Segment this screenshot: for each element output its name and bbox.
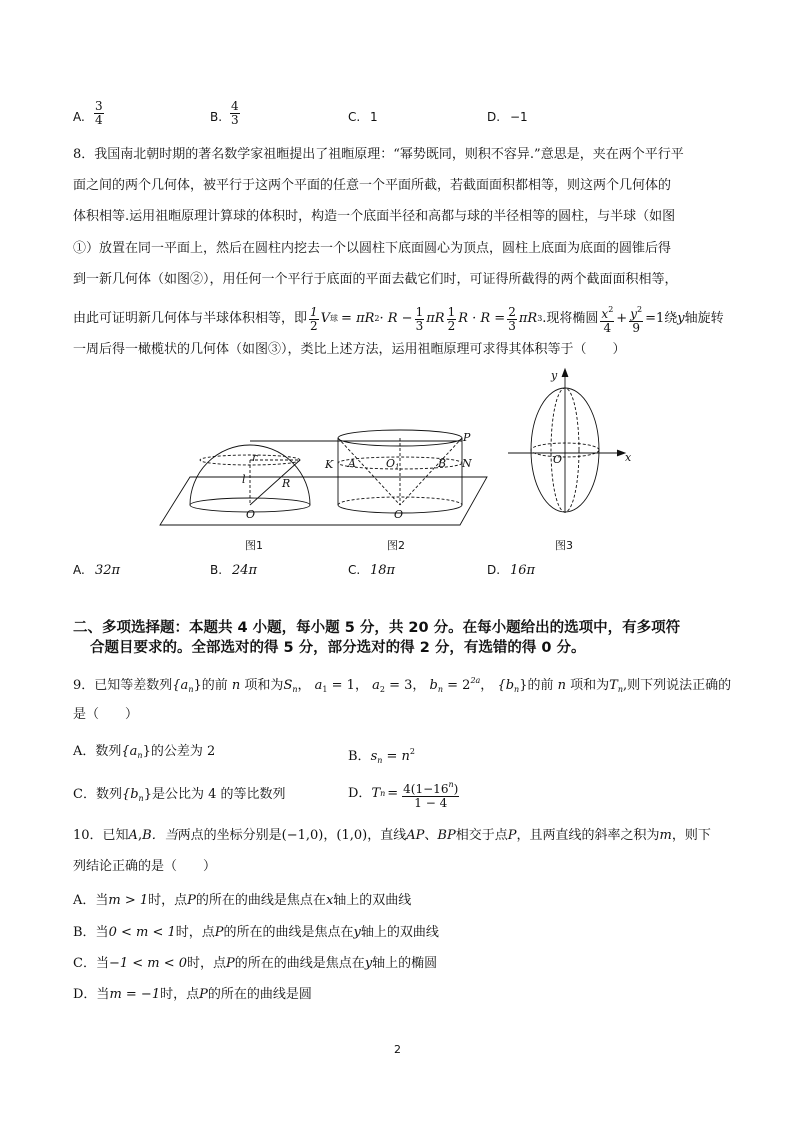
q10-option-a <box>73 892 411 910</box>
q8-option-d-value: 16π <box>510 563 536 578</box>
q8-line-7: 一周后得一橄榄状的几何体（如图③），类比上述方法，运用祖暅原理可求得其体积等于（ ） <box>73 342 626 357</box>
q10-d-post: 时，点 <box>160 987 200 1002</box>
q9-c-label: C．数列 <box>73 787 122 802</box>
q8-line-4: ①）放置在同一平面上，然后在圆柱内挖去一个以圆柱下底面圆心为顶点，圆柱上底面为底面的圆锥后得 <box>73 241 672 256</box>
q10-line-1 <box>73 827 711 845</box>
q10-text-1: 10．已知 <box>73 828 129 843</box>
q10-a-post2: 的所在的曲线是焦点在 <box>195 893 326 908</box>
q9-d-num: 4(1−16 <box>403 782 449 796</box>
q8-line-6-text: 由此可证明新几何体与半球体积相等，即 <box>73 311 308 326</box>
q10-sep: ， <box>323 828 337 843</box>
f2-label-P: P <box>463 431 471 444</box>
q9-d-t-sub: n <box>380 789 386 798</box>
formula-pir: πR <box>426 311 445 326</box>
q10-a-end: 轴上的双曲线 <box>333 893 412 908</box>
q10-b-p: P <box>214 925 224 940</box>
q10-text-3: ，直线 <box>367 828 407 843</box>
formula-dotr2: R · R = <box>458 311 506 326</box>
q9-a1-sub: 1 <box>322 685 328 694</box>
q9-d-den: 1 − 4 <box>414 796 448 810</box>
ellipse-x-term: $\frac{x^2}{4}$ <box>601 305 614 335</box>
q10-d-end: 的所在的曲线是圆 <box>207 987 312 1002</box>
q9-a-an-sub: n <box>137 751 143 760</box>
q7-option-c-label: C. <box>348 110 361 124</box>
q9-d-t: T <box>371 786 381 801</box>
q9-sn: S <box>283 678 293 693</box>
ellipse-eq: =1 <box>645 311 665 326</box>
q8-line-6-tail2: 轴旋转 <box>684 311 724 326</box>
cone-left <box>338 438 400 505</box>
q7-option-b-label: B. <box>210 110 223 124</box>
q9-bn-sub: n <box>437 685 443 694</box>
q10-b-label: B．当 <box>73 925 109 940</box>
q10-a: A <box>128 828 138 843</box>
q10-a-p: P <box>187 893 196 908</box>
q7-option-a-value: $\frac{3}{4}$ <box>95 99 103 127</box>
q9-d-label: D． <box>348 786 372 801</box>
q10-option-c <box>73 955 437 973</box>
q10-coord-1: (−1,0) <box>281 828 324 843</box>
page-number: 2 <box>394 1043 401 1056</box>
q9-b-eq: = n <box>382 749 410 764</box>
q10-text-4: 相交于点 <box>455 828 508 843</box>
q10-d-p: P <box>199 987 208 1002</box>
q10-c-p: P <box>226 956 235 971</box>
q10-c-post2: 的所在的曲线是焦点在 <box>234 956 365 971</box>
section-2-heading-line-2: 合题目要求的。全部选对的得 5 分，部分选对的得 2 分，有选错的得 0 分。 <box>90 640 586 656</box>
q9-c-post: 是公比为 4 的等比数列 <box>151 787 286 802</box>
q7-option-b-value: $\frac{4}{3}$ <box>231 99 239 127</box>
q9-a2-eq: = 3 <box>389 678 413 693</box>
q10-a-post: 时，点 <box>148 893 188 908</box>
q9-c-brace: } <box>143 787 152 802</box>
f2-label-O: O <box>394 508 404 521</box>
q9-a-an: {a <box>121 744 138 759</box>
q10-a-cond: m > 1 <box>108 893 149 908</box>
q7-option-a-label: A. <box>73 110 85 124</box>
q9-bn: b <box>429 678 438 693</box>
q9-text-1: 9．已知等差数列 <box>73 678 173 693</box>
q9-sn-sub: n <box>292 685 298 694</box>
q10-text-2: 两点的坐标分别是 <box>177 828 282 843</box>
q8-line-1: 8．我国南北朝时期的著名数学家祖暅提出了祖暅原理：“幂势既同，则积不容异.”意思是，夹在两个平行平 <box>73 147 684 162</box>
q10-b: B．当 <box>142 828 178 843</box>
formula-v-sub: 球 <box>330 314 339 323</box>
q10-bp: BP <box>437 828 456 843</box>
q9-b-sn-sub: n <box>377 756 383 765</box>
ellipse-plus: + <box>616 311 628 326</box>
q8-line-5: 到一新几何体（如图②），用任何一个平行于底面的平面去截它们时，可证得所截得的两个截面面积相等， <box>73 272 678 287</box>
f2-label-N: N <box>462 457 472 470</box>
q10-option-d <box>73 986 312 1004</box>
q9-bn-eq: = 2 <box>447 678 471 693</box>
q9-d-fraction <box>402 778 459 810</box>
formula-pir3: πR <box>518 311 538 326</box>
q9-bset: {b <box>497 678 515 693</box>
section-2-heading-line-1: 二、多项选择题：本题共 4 小题，每小题 5 分，共 20 分。在每小题给出的选项中，有多项符 <box>73 620 681 636</box>
q9-option-c <box>73 786 286 808</box>
q9-line-2: 是（ ） <box>73 707 139 722</box>
q9-b-sq: 2 <box>409 747 416 756</box>
q10-text-5: ，且两直线的斜率之积为 <box>516 828 660 843</box>
q10-c-end: 轴上的椭圆 <box>372 956 438 971</box>
q7-option-d-label: D. <box>487 110 501 124</box>
q9-tn-sub: n <box>617 685 623 694</box>
q9-b-sn: s <box>370 749 378 764</box>
q9-c-bn: {b <box>121 787 139 802</box>
q8-option-a-label: A. <box>73 563 85 577</box>
formula-v: V <box>320 311 331 326</box>
formula-half: $\frac{1}{2}$ <box>310 304 318 333</box>
q7-option-d-value: −1 <box>510 110 528 124</box>
cone-right <box>400 438 462 505</box>
formula-sq: 2 <box>374 314 380 323</box>
q9-a2-sub: 2 <box>379 685 385 694</box>
f2-label-B: B <box>438 457 447 470</box>
q10-ap: AP <box>406 828 425 843</box>
ellipse-axis: y <box>677 311 685 326</box>
q9-a-brace: } <box>142 744 151 759</box>
q10-b-end: 轴上的双曲线 <box>360 925 439 940</box>
q9-n2: n <box>557 678 566 693</box>
f3-label-y: y <box>551 369 558 382</box>
q8-line-6-post: .现将椭圆 <box>542 311 599 326</box>
q9-option-b <box>348 743 415 770</box>
q9-text-5: 项和为 <box>570 678 610 693</box>
q8-option-d-label: D. <box>487 563 501 577</box>
figures-1-2 <box>150 405 500 535</box>
f2-label-K: K <box>325 458 334 471</box>
f1-label-l: l <box>242 473 246 486</box>
plane <box>160 477 487 525</box>
fig2-caption: 图2 <box>387 539 405 552</box>
f3-label-O: O <box>553 453 563 466</box>
q9-b-label: B． <box>348 749 371 764</box>
q9-bset-sub: n <box>514 685 520 694</box>
q10-option-b <box>73 924 439 942</box>
figure-3 <box>503 365 643 515</box>
q8-option-b-label: B. <box>210 563 223 577</box>
q9-tn: T <box>609 678 618 693</box>
q8-line-3: 体积相等.运用祖暅原理计算球的体积时，构造一个底面半径和高都与球的半径相等的圆柱，与半球（如图 <box>73 209 676 224</box>
f1-label-R: R <box>282 477 291 490</box>
formula-dotr: · R − <box>379 311 413 326</box>
q8-line-6 <box>73 302 724 336</box>
q10-b-post: 时，点 <box>175 925 215 940</box>
q10-coord-2: (1,0) <box>336 828 368 843</box>
q10-c-cond: −1 < m < 0 <box>108 956 188 971</box>
q8-line-6-tail: 绕 <box>664 311 678 326</box>
q9-line-1: 9．已知等差数列$\{a_n\}$的前 n 项和为$S_n$， $a_1 = 1$， $a_2 = 3$， $b_n = 2^{2a}$， $\{b_n\}$的前 n 项和为$T_n$,则下列说法正确的 <box>73 676 732 694</box>
f2-label-O1-sub: 1 <box>395 463 400 471</box>
q8-option-a-value: 32π <box>95 563 121 578</box>
q10-d-label: D．当 <box>73 987 110 1002</box>
q9-c-bn-sub: n <box>138 794 144 803</box>
q10-comma: , <box>137 828 143 843</box>
q9-an: {a <box>172 678 189 693</box>
q10-b-axis: y <box>353 925 361 940</box>
q8-option-b-value: 24π <box>232 563 258 578</box>
f1-label-r: r <box>252 451 258 464</box>
q10-a-label: A．当 <box>73 893 109 908</box>
q7-option-c-value: 1 <box>370 110 378 124</box>
q9-an-sub: n <box>188 685 194 694</box>
formula-two-thirds: $\frac{2}{3}$ <box>508 304 516 333</box>
q9-option-d: D． T n = $\frac{4(1-16^n)}{1 - 4}$ <box>348 780 459 810</box>
q9-a-post: 的公差为 2 <box>150 744 216 759</box>
y-arrow <box>562 369 568 377</box>
f2-label-O1: O <box>386 457 396 470</box>
q9-text-2: 的前 <box>201 678 228 693</box>
formula-half2: $\frac{1}{2}$ <box>447 304 456 333</box>
q9-text-4: 的前 <box>527 678 554 693</box>
fig3-caption: 图3 <box>555 539 573 552</box>
fig1-caption: 图1 <box>245 539 263 552</box>
q9-d-num-exp: n <box>448 780 454 789</box>
q10-b-post2: 的所在的曲线是焦点在 <box>223 925 354 940</box>
q9-d-num-end: ) <box>453 782 459 796</box>
q9-bset-brace: } <box>519 678 528 693</box>
q10-p: P <box>507 828 517 843</box>
formula-eq1: = πR <box>341 311 375 326</box>
q10-c-label: C．当 <box>73 956 109 971</box>
q9-an-brace: } <box>193 678 202 693</box>
q10-line-2: 列结论正确的是（ ） <box>73 859 217 874</box>
x-arrow <box>617 450 625 456</box>
q8-line-2: 面之间的两个几何体，被平行于这两个平面的任意一个平面所截，若截面面积都相等，则这两个几何体的 <box>73 178 672 193</box>
f2-label-A: A <box>348 457 356 470</box>
q9-a1-eq: = 1 <box>331 678 355 693</box>
formula-cube: 3 <box>537 314 543 323</box>
q10-m: m <box>659 828 672 843</box>
q9-n: n <box>231 678 241 693</box>
q9-text-6: ,则下列说法正确的 <box>622 678 732 693</box>
formula-third: $\frac{1}{3}$ <box>415 304 424 333</box>
q9-option-a <box>73 743 215 765</box>
f1-label-O: O <box>246 508 256 521</box>
q10-d-cond: m = −1 <box>109 987 161 1002</box>
q10-b-cond: 0 < m < 1 <box>108 925 176 940</box>
ellipse-y-term: $\frac{y^2}{9}$ <box>630 305 643 335</box>
q10-dot: 、 <box>424 828 438 843</box>
q10-c-post: 时，点 <box>187 956 227 971</box>
q9-bn-exp: 2a <box>470 676 481 685</box>
q8-option-c-value: 18π <box>370 563 396 578</box>
q9-a-label: A．数列 <box>73 744 122 759</box>
q9-text-3: 项和为 <box>244 678 284 693</box>
q8-option-c-label: C. <box>348 563 361 577</box>
q9-a1: a <box>314 678 323 693</box>
q10-c-axis: y <box>364 956 373 971</box>
q9-a2: a <box>372 678 380 693</box>
q10-a-axis: x <box>325 893 334 908</box>
q10-text-6: ，则下 <box>671 828 711 843</box>
f3-label-x: x <box>625 451 632 464</box>
